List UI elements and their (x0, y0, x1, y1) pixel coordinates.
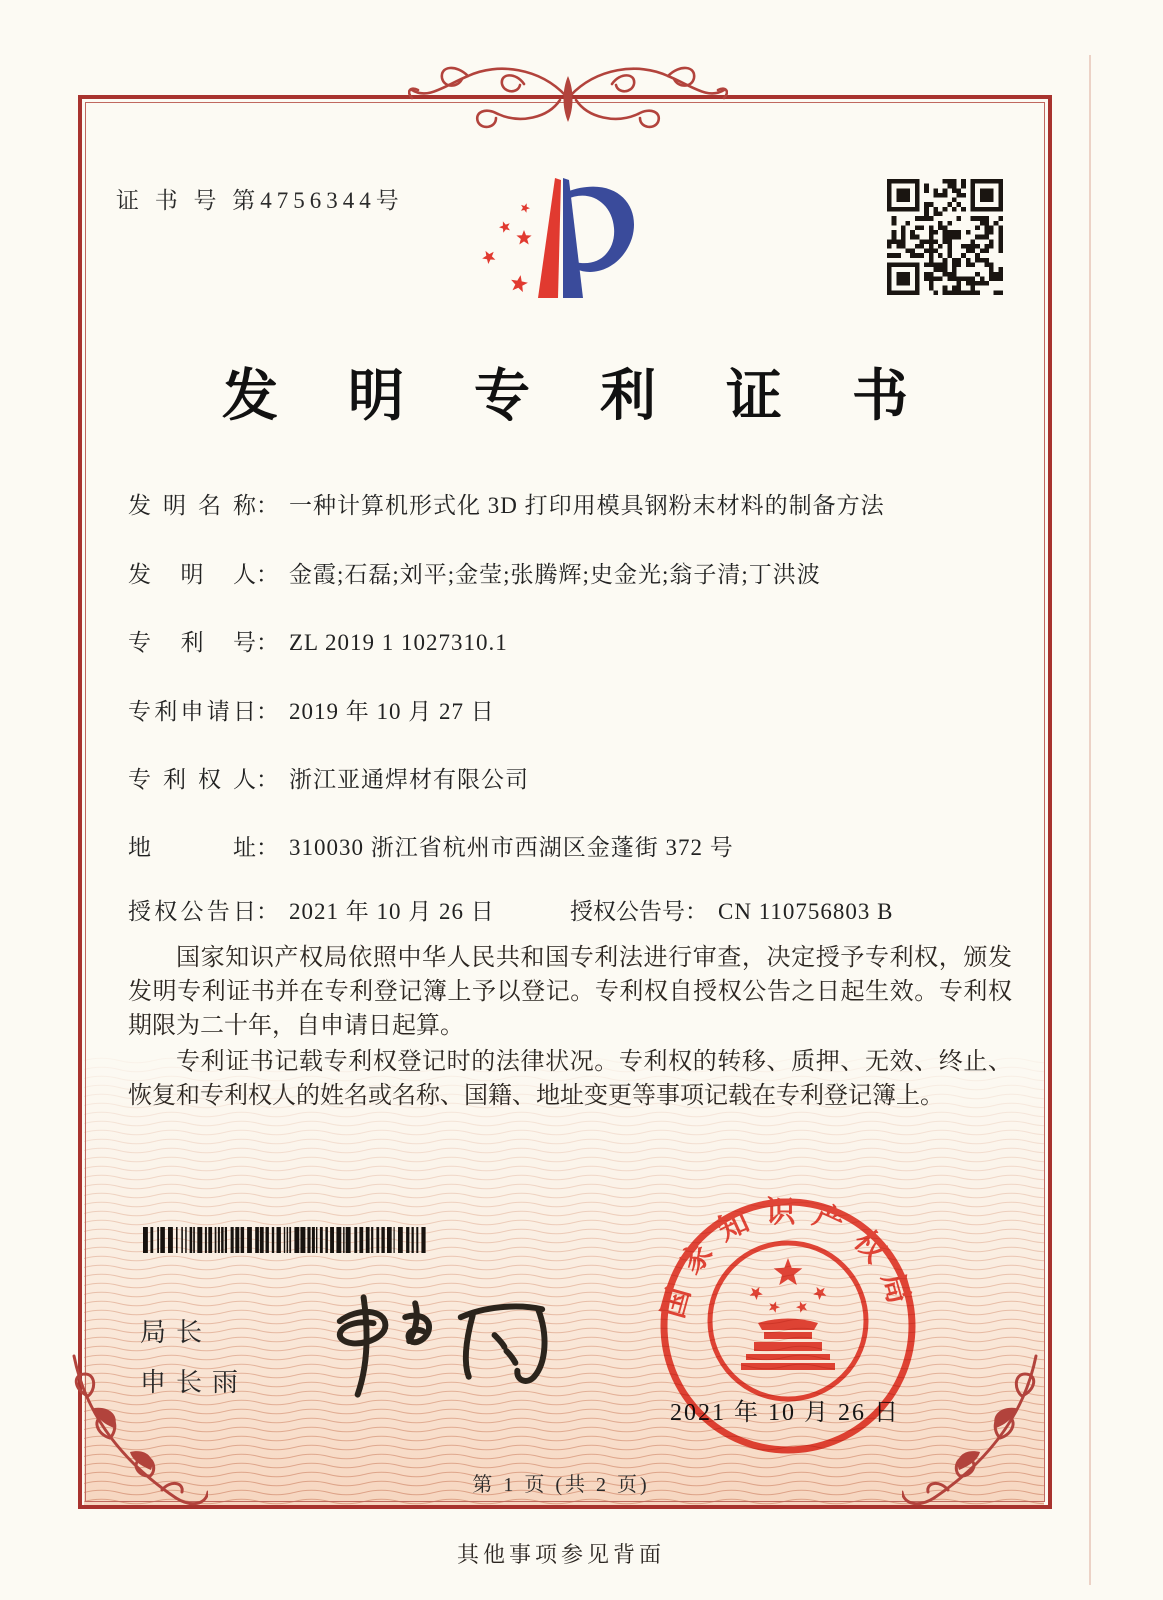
field-label: 专利号 (128, 630, 256, 655)
field-grant-number (570, 893, 893, 926)
field-label: 发明名称 (128, 493, 256, 518)
field-colon: ： (256, 562, 279, 587)
field-colon: ： (256, 835, 279, 860)
field-value: CN 110756803 B (718, 899, 894, 924)
field-row-patent-number (128, 624, 1028, 657)
legal-paragraph-1: 国家知识产权局依照中华人民共和国专利法进行审查，决定授予专利权，颁发发明专利证书并在专利登记簿上予以登记。专利权自授权公告之日起生效。专利权期限为二十年，自申请日起算。 (128, 945, 1012, 1039)
field-value: 金霞;石磊;刘平;金莹;张腾辉;史金光;翁子清;丁洪波 (289, 562, 821, 587)
field-colon: ： (685, 899, 708, 924)
signer-title: 局长 (140, 1317, 213, 1347)
field-row-invention-name (128, 487, 1028, 520)
field-label: 授权公告日 (128, 899, 256, 924)
field-colon: ： (256, 630, 279, 655)
seal-date: 2021 年 10 月 26 日 (670, 1400, 900, 1426)
field-value: 浙江亚通焊材有限公司 (289, 767, 529, 792)
field-row-grant-date (128, 893, 1028, 926)
qr-code (887, 179, 1003, 295)
top-flourish-ornament (408, 52, 728, 136)
legal-paragraph-2: 专利证书记载专利权登记时的法律状况。专利权的转移、质押、无效、终止、恢复和专利权人的姓名或名称、国籍、地址变更等事项记载在专利登记簿上。 (128, 1049, 1012, 1109)
field-label: 专利权人 (128, 767, 256, 792)
field-colon: ： (256, 767, 279, 792)
back-side-note: 其他事项参见背面 (456, 1542, 665, 1567)
field-label: 发明人 (128, 562, 256, 587)
field-row-filing-date (128, 693, 1028, 726)
official-seal (643, 1181, 933, 1471)
field-colon: ： (256, 899, 279, 924)
page-number: 第 1 页 (共 2 页) (472, 1474, 650, 1496)
cnipa-logo (462, 170, 658, 320)
field-row-address (128, 829, 1028, 862)
certificate-number: 证 书 号 第4756344号 (116, 188, 404, 213)
field-value: 310030 浙江省杭州市西湖区金蓬街 372 号 (289, 835, 734, 860)
field-colon: ： (256, 493, 279, 518)
seal-national-emblem (710, 1243, 866, 1399)
field-value: 2021 年 10 月 26 日 (289, 899, 495, 924)
field-value: ZL 2019 1 1027310.1 (289, 630, 508, 655)
field-value: 一种计算机形式化 3D 打印用模具钢粉末材料的制备方法 (289, 493, 885, 518)
field-label: 地址 (128, 835, 256, 860)
certificate-title: 发 明 专 利 证 书 (222, 366, 936, 428)
field-colon: ： (256, 699, 279, 724)
field-label: 授权公告号 (570, 899, 685, 924)
signature (312, 1283, 560, 1403)
signer-name: 申长雨 (140, 1367, 249, 1397)
field-label: 专利申请日 (128, 699, 256, 724)
field-row-patentee (128, 761, 1028, 794)
barcode (143, 1227, 427, 1253)
field-value: 2019 年 10 月 27 日 (289, 699, 495, 724)
seal-text: 国家知识产权局 (656, 1196, 920, 1322)
logo-stars (482, 203, 531, 292)
field-row-inventors (128, 556, 1028, 589)
page-edge-shadow (1089, 55, 1091, 1585)
